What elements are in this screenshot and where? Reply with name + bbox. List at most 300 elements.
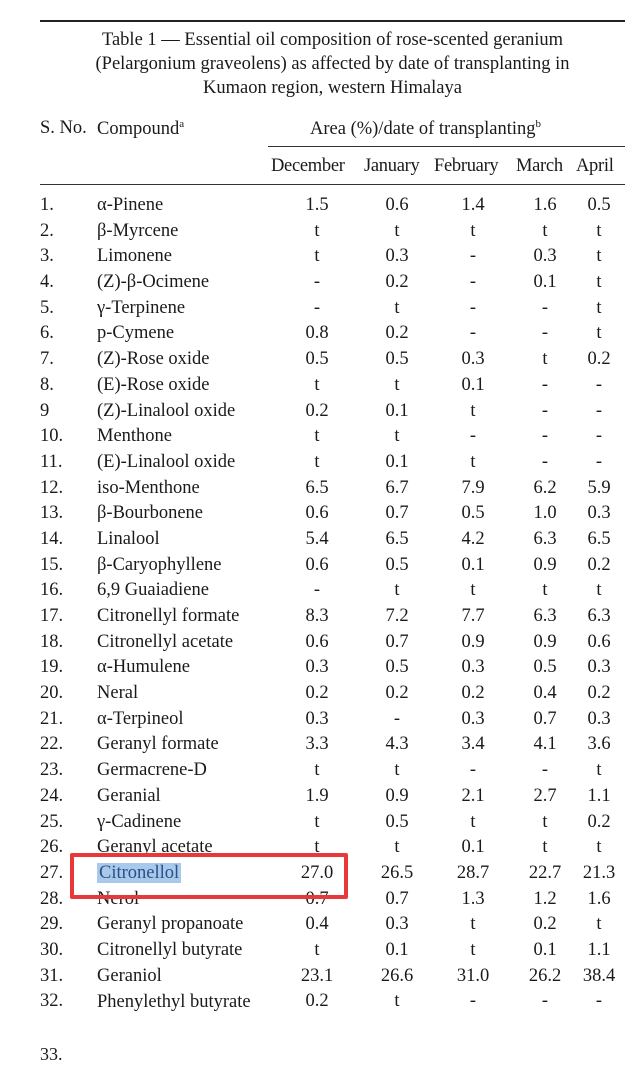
- compound-name-text: α-Pinene: [97, 195, 164, 215]
- row-number: 11.: [40, 451, 63, 472]
- month-march: March: [516, 156, 563, 176]
- value-cell: t: [394, 297, 400, 318]
- header-compound: [97, 118, 184, 140]
- value-cell: 0.3: [461, 349, 485, 370]
- table-row: [0, 631, 640, 657]
- value-cell: 0.3: [461, 708, 485, 729]
- compound-name-text: α-Terpineol: [97, 708, 184, 729]
- value-cell: 0.1: [461, 554, 485, 575]
- value-cell: t: [394, 991, 400, 1012]
- value-cell: 0.2: [587, 683, 611, 704]
- value-cell: 0.7: [385, 503, 409, 524]
- table-row: [0, 554, 640, 580]
- value-cell: 0.3: [385, 914, 409, 935]
- value-cell: 0.5: [533, 657, 557, 678]
- value-cell: -: [595, 451, 603, 472]
- value-cell: t: [314, 837, 320, 858]
- compound-name-text: γ-Cadinene: [97, 811, 182, 832]
- value-cell: 0.1: [461, 374, 485, 395]
- value-cell: 26.6: [380, 965, 414, 986]
- table-row: [0, 245, 640, 271]
- value-cell: 0.7: [305, 888, 329, 909]
- caption-line-2: (Pelargonium graveolens) as affected by date of transplanting in: [95, 54, 570, 74]
- value-cell: t: [542, 580, 548, 601]
- value-cell: t: [314, 939, 320, 960]
- row-number: 27.: [40, 862, 64, 883]
- row-number: 21.: [40, 708, 64, 729]
- value-cell: t: [394, 760, 400, 781]
- row-number: 14.: [40, 528, 64, 549]
- value-cell: t: [470, 220, 476, 241]
- value-cell: 6.3: [587, 606, 611, 626]
- value-cell: -: [541, 400, 549, 421]
- value-cell: 0.1: [533, 939, 557, 960]
- compound-name: [97, 374, 210, 396]
- table-row: [0, 733, 640, 759]
- compound-name-text: (Z)-Rose oxide: [97, 349, 210, 370]
- compound-name: [97, 605, 239, 627]
- compound-name-text: Citronellyl acetate: [97, 631, 234, 652]
- value-cell: 0.3: [587, 708, 611, 729]
- row-number: 23.: [40, 760, 64, 781]
- value-cell: 0.2: [587, 349, 611, 370]
- value-cell: -: [469, 246, 477, 267]
- row-number: 1.: [40, 195, 54, 215]
- table-row: [0, 477, 640, 503]
- compound-name: [97, 400, 235, 422]
- value-cell: 0.9: [461, 631, 485, 652]
- cut-off-row-number: 33.: [40, 1044, 63, 1064]
- value-cell: -: [595, 991, 603, 1012]
- compound-name: [97, 348, 210, 370]
- value-cell: 8.3: [305, 606, 329, 626]
- row-number: 8.: [40, 374, 54, 395]
- compound-name-text: (E)-Linalool oxide: [97, 451, 236, 472]
- value-cell: 0.3: [587, 503, 611, 524]
- subheader-rule: [40, 184, 625, 185]
- value-cell: 28.7: [456, 862, 490, 883]
- value-cell: 5.4: [305, 528, 329, 549]
- table-row: [0, 759, 640, 785]
- value-cell: 0.5: [385, 657, 409, 678]
- value-cell: -: [595, 374, 603, 395]
- value-cell: 0.1: [385, 939, 409, 960]
- value-cell: t: [314, 451, 320, 472]
- value-cell: 0.9: [385, 785, 409, 806]
- value-cell: 0.1: [533, 272, 557, 293]
- value-cell: t: [314, 426, 320, 447]
- top-rule: [40, 20, 625, 22]
- value-cell: -: [541, 374, 549, 395]
- compound-name-text: Geraniol: [97, 965, 162, 986]
- value-cell: -: [313, 272, 321, 293]
- table-row: [0, 297, 640, 323]
- compound-name: [97, 451, 235, 473]
- value-cell: t: [596, 220, 602, 241]
- value-cell: 0.3: [533, 246, 557, 267]
- value-cell: 0.6: [385, 195, 409, 215]
- value-cell: 2.7: [533, 785, 557, 806]
- value-cell: 3.3: [305, 734, 329, 755]
- table-row: [0, 708, 640, 734]
- row-number: 13.: [40, 503, 64, 524]
- value-cell: t: [596, 246, 602, 267]
- compound-name: [97, 297, 185, 319]
- value-cell: 0.6: [587, 631, 611, 652]
- value-cell: 6.3: [533, 606, 557, 626]
- value-cell: t: [314, 760, 320, 781]
- value-cell: 4.1: [533, 734, 557, 755]
- month-december: December: [271, 156, 345, 176]
- value-cell: 6.5: [385, 528, 409, 549]
- highlight-box: [70, 853, 348, 899]
- value-cell: 1.0: [533, 503, 557, 524]
- row-number: 15.: [40, 554, 64, 575]
- value-cell: 38.4: [582, 965, 616, 986]
- row-number: 5.: [40, 297, 54, 318]
- value-cell: 0.2: [385, 683, 409, 704]
- value-cell: 0.2: [461, 683, 485, 704]
- compound-name: [97, 271, 209, 293]
- row-number: 22.: [40, 734, 64, 755]
- value-cell: 0.9: [533, 631, 557, 652]
- compound-name: [97, 220, 178, 242]
- value-cell: -: [393, 708, 401, 729]
- header-area-label: Area (%)/date of transplanting: [310, 119, 536, 140]
- value-cell: 22.7: [528, 862, 562, 883]
- compound-name-text: Menthone: [97, 426, 173, 447]
- value-cell: 1.1: [587, 939, 611, 960]
- value-cell: t: [314, 811, 320, 832]
- value-cell: 0.3: [587, 657, 611, 678]
- value-cell: t: [470, 811, 476, 832]
- value-cell: 21.3: [582, 862, 616, 883]
- table-row: [0, 605, 640, 631]
- value-cell: 0.2: [385, 323, 409, 344]
- table-caption: [40, 28, 625, 100]
- value-cell: -: [469, 323, 477, 344]
- compound-name-text: γ-Terpinene: [97, 297, 186, 318]
- compound-name-text: β-Caryophyllene: [97, 554, 222, 575]
- table-row: [0, 451, 640, 477]
- value-cell: t: [470, 400, 476, 421]
- value-cell: 0.3: [305, 657, 329, 678]
- value-cell: -: [541, 760, 549, 781]
- compound-name: [97, 656, 190, 678]
- table-row: [0, 965, 640, 991]
- table-row: [0, 939, 640, 965]
- value-cell: -: [541, 991, 549, 1012]
- value-cell: 3.4: [461, 734, 485, 755]
- value-cell: 27.0: [300, 862, 334, 883]
- value-cell: 0.7: [533, 708, 557, 729]
- value-cell: 0.6: [305, 503, 329, 524]
- value-cell: 7.7: [461, 606, 485, 626]
- value-cell: 3.6: [587, 734, 611, 755]
- value-cell: -: [313, 297, 321, 318]
- compound-name: [97, 733, 219, 755]
- compound-name: [97, 811, 181, 833]
- value-cell: t: [596, 760, 602, 781]
- row-number: 6.: [40, 323, 54, 344]
- value-cell: 0.7: [385, 631, 409, 652]
- value-cell: 1.1: [587, 785, 611, 806]
- header-area: [310, 118, 541, 140]
- value-cell: -: [595, 400, 603, 421]
- value-cell: 0.2: [305, 400, 329, 421]
- row-number: 12.: [40, 477, 64, 498]
- row-number: 29.: [40, 914, 64, 935]
- value-cell: 4.2: [461, 528, 485, 549]
- value-cell: 0.5: [587, 195, 611, 215]
- row-number: 26.: [40, 837, 64, 858]
- compound-name-text: Nerol: [97, 888, 140, 909]
- value-cell: t: [542, 837, 548, 858]
- value-cell: 0.2: [305, 683, 329, 704]
- month-april: April: [576, 156, 614, 176]
- row-number: 18.: [40, 631, 64, 652]
- compound-name: [97, 631, 233, 653]
- value-cell: t: [596, 297, 602, 318]
- value-cell: 26.5: [380, 862, 414, 883]
- value-cell: -: [469, 297, 477, 318]
- value-cell: 23.1: [300, 965, 334, 986]
- compound-name: [97, 708, 183, 730]
- value-cell: t: [394, 426, 400, 447]
- value-cell: 0.5: [385, 349, 409, 370]
- value-cell: 1.3: [461, 888, 485, 909]
- value-cell: 0.1: [461, 837, 485, 858]
- value-cell: -: [541, 451, 549, 472]
- value-cell: t: [394, 220, 400, 241]
- value-cell: 4.3: [385, 734, 409, 755]
- table-row: [0, 374, 640, 400]
- value-cell: t: [470, 914, 476, 935]
- value-cell: 0.2: [587, 811, 611, 832]
- value-cell: 2.1: [461, 785, 485, 806]
- compound-name-text: β-Myrcene: [97, 220, 179, 241]
- value-cell: 1.6: [587, 888, 611, 909]
- table-row: [0, 811, 640, 837]
- value-cell: 0.2: [587, 554, 611, 575]
- value-cell: 1.2: [533, 888, 557, 909]
- compound-name-text: Linalool: [97, 528, 160, 549]
- row-number: 31.: [40, 965, 64, 986]
- value-cell: 31.0: [456, 965, 490, 986]
- value-cell: 0.5: [305, 349, 329, 370]
- compound-name: [97, 759, 207, 781]
- table-row: [0, 990, 640, 1040]
- compound-name: [97, 579, 209, 601]
- value-cell: 6.5: [305, 477, 329, 498]
- value-cell: -: [469, 991, 477, 1012]
- table-row: [0, 400, 640, 426]
- row-number: 10.: [40, 426, 64, 447]
- table-row: [0, 348, 640, 374]
- value-cell: 7.9: [461, 477, 485, 498]
- value-cell: 6.3: [533, 528, 557, 549]
- value-cell: t: [542, 811, 548, 832]
- value-cell: t: [314, 374, 320, 395]
- header-compound-label: Compound: [97, 119, 180, 140]
- value-cell: 1.4: [461, 195, 485, 215]
- compound-name-text: Phenylethyl butyrate: [97, 992, 251, 1013]
- compound-name: [97, 939, 242, 961]
- value-cell: t: [470, 580, 476, 601]
- value-cell: 0.5: [385, 554, 409, 575]
- value-cell: -: [541, 297, 549, 318]
- compound-name-text: (E)-Rose oxide: [97, 374, 210, 395]
- compound-name: [97, 322, 174, 344]
- value-cell: t: [470, 939, 476, 960]
- value-cell: 0.6: [305, 554, 329, 575]
- compound-name-text: Limonene: [97, 246, 173, 267]
- table-row: [0, 913, 640, 939]
- row-number: 20.: [40, 683, 64, 704]
- compound-name-text: Germacrene-D: [97, 760, 207, 781]
- table-body: [0, 194, 640, 1040]
- compound-name: [97, 785, 161, 807]
- row-number: 7.: [40, 349, 54, 370]
- month-january: January: [364, 156, 420, 176]
- row-number: 4.: [40, 272, 54, 293]
- row-number: 16.: [40, 580, 64, 601]
- compound-name: [97, 194, 163, 216]
- value-cell: 0.2: [305, 991, 329, 1012]
- value-cell: t: [394, 580, 400, 601]
- value-cell: -: [595, 426, 603, 447]
- value-cell: t: [542, 349, 548, 370]
- table-row: [0, 682, 640, 708]
- compound-name-text: Geranyl acetate: [97, 837, 213, 858]
- row-number: 19.: [40, 657, 64, 678]
- compound-name-text: Citronellyl butyrate: [97, 939, 243, 960]
- caption-line-3: Kumaon region, western Himalaya: [203, 78, 462, 98]
- compound-name: [97, 682, 138, 704]
- value-cell: 0.4: [305, 914, 329, 935]
- row-number: 2.: [40, 220, 54, 241]
- value-cell: t: [314, 220, 320, 241]
- compound-name: [97, 245, 172, 267]
- table-row: [0, 579, 640, 605]
- value-cell: 0.3: [461, 657, 485, 678]
- value-cell: 26.2: [528, 965, 562, 986]
- value-cell: 1.6: [533, 195, 557, 215]
- value-cell: t: [314, 246, 320, 267]
- value-cell: -: [541, 323, 549, 344]
- compound-name: [97, 990, 267, 1014]
- compound-name-text: iso-Menthone: [97, 477, 200, 498]
- value-cell: 0.1: [385, 400, 409, 421]
- value-cell: 7.2: [385, 606, 409, 626]
- row-number: 30.: [40, 939, 64, 960]
- value-cell: 0.2: [533, 914, 557, 935]
- value-cell: 5.9: [587, 477, 611, 498]
- compound-name-text: α-Humulene: [97, 657, 190, 678]
- row-number: 3.: [40, 246, 54, 267]
- compound-name: [97, 554, 222, 576]
- value-cell: 6.5: [587, 528, 611, 549]
- value-cell: 6.2: [533, 477, 557, 498]
- value-cell: t: [394, 374, 400, 395]
- row-number: 25.: [40, 811, 64, 832]
- table-row: [0, 271, 640, 297]
- value-cell: 1.5: [305, 195, 329, 215]
- row-number: 24.: [40, 785, 64, 806]
- table-row: [0, 194, 640, 220]
- value-cell: t: [542, 220, 548, 241]
- compound-name: [97, 502, 203, 524]
- value-cell: 0.8: [305, 323, 329, 344]
- value-cell: t: [596, 837, 602, 858]
- compound-name-text: 6,9 Guaiadiene: [97, 580, 209, 601]
- table-row: [0, 656, 640, 682]
- compound-name: [97, 965, 162, 987]
- compound-name-text: (Z)-Linalool oxide: [97, 400, 236, 421]
- value-cell: t: [596, 580, 602, 601]
- compound-name: [97, 425, 172, 447]
- value-cell: 0.1: [385, 451, 409, 472]
- caption-line-1: Table 1 — Essential oil composition of rose-scented geranium: [101, 30, 564, 50]
- table-row: [0, 528, 640, 554]
- header-area-note: b: [535, 118, 542, 130]
- value-cell: 0.7: [385, 888, 409, 909]
- header-sno: S. No.: [40, 118, 87, 138]
- compound-name: [97, 913, 243, 935]
- value-cell: 0.4: [533, 683, 557, 704]
- row-number: 32.: [40, 991, 64, 1012]
- value-cell: -: [469, 272, 477, 293]
- value-cell: t: [596, 914, 602, 935]
- value-cell: 0.5: [461, 503, 485, 524]
- table-row: [0, 322, 640, 348]
- compound-name-text: Citronellyl formate: [97, 606, 240, 626]
- compound-name-text: Geranial: [97, 785, 161, 806]
- compound-name: [97, 528, 160, 550]
- value-cell: 0.9: [533, 554, 557, 575]
- compound-name: [97, 477, 200, 499]
- compound-name-text: β-Bourbonene: [97, 503, 203, 524]
- row-number: 9: [40, 400, 50, 421]
- value-cell: -: [313, 580, 321, 601]
- value-cell: -: [469, 426, 477, 447]
- row-number: 28.: [40, 888, 64, 909]
- header-compound-note: a: [179, 118, 185, 130]
- table-row: [0, 785, 640, 811]
- table-row: [0, 220, 640, 246]
- value-cell: 0.6: [305, 631, 329, 652]
- value-cell: 1.9: [305, 785, 329, 806]
- selected-text[interactable]: Citronellol: [99, 862, 180, 883]
- compound-name-text: p-Cymene: [97, 323, 175, 344]
- value-cell: 0.3: [385, 246, 409, 267]
- value-cell: 0.5: [385, 811, 409, 832]
- value-cell: t: [394, 837, 400, 858]
- compound-name-text: Geranyl formate: [97, 734, 219, 755]
- value-cell: 6.7: [385, 477, 409, 498]
- value-cell: 0.2: [385, 272, 409, 293]
- value-cell: 0.3: [305, 708, 329, 729]
- value-cell: -: [541, 426, 549, 447]
- value-cell: t: [596, 323, 602, 344]
- value-cell: t: [596, 272, 602, 293]
- month-february: February: [434, 156, 499, 176]
- value-cell: t: [470, 451, 476, 472]
- row-number: 17.: [40, 606, 64, 626]
- compound-name-text: (Z)-β-Ocimene: [97, 272, 210, 293]
- table-row: [0, 425, 640, 451]
- table-row: [0, 502, 640, 528]
